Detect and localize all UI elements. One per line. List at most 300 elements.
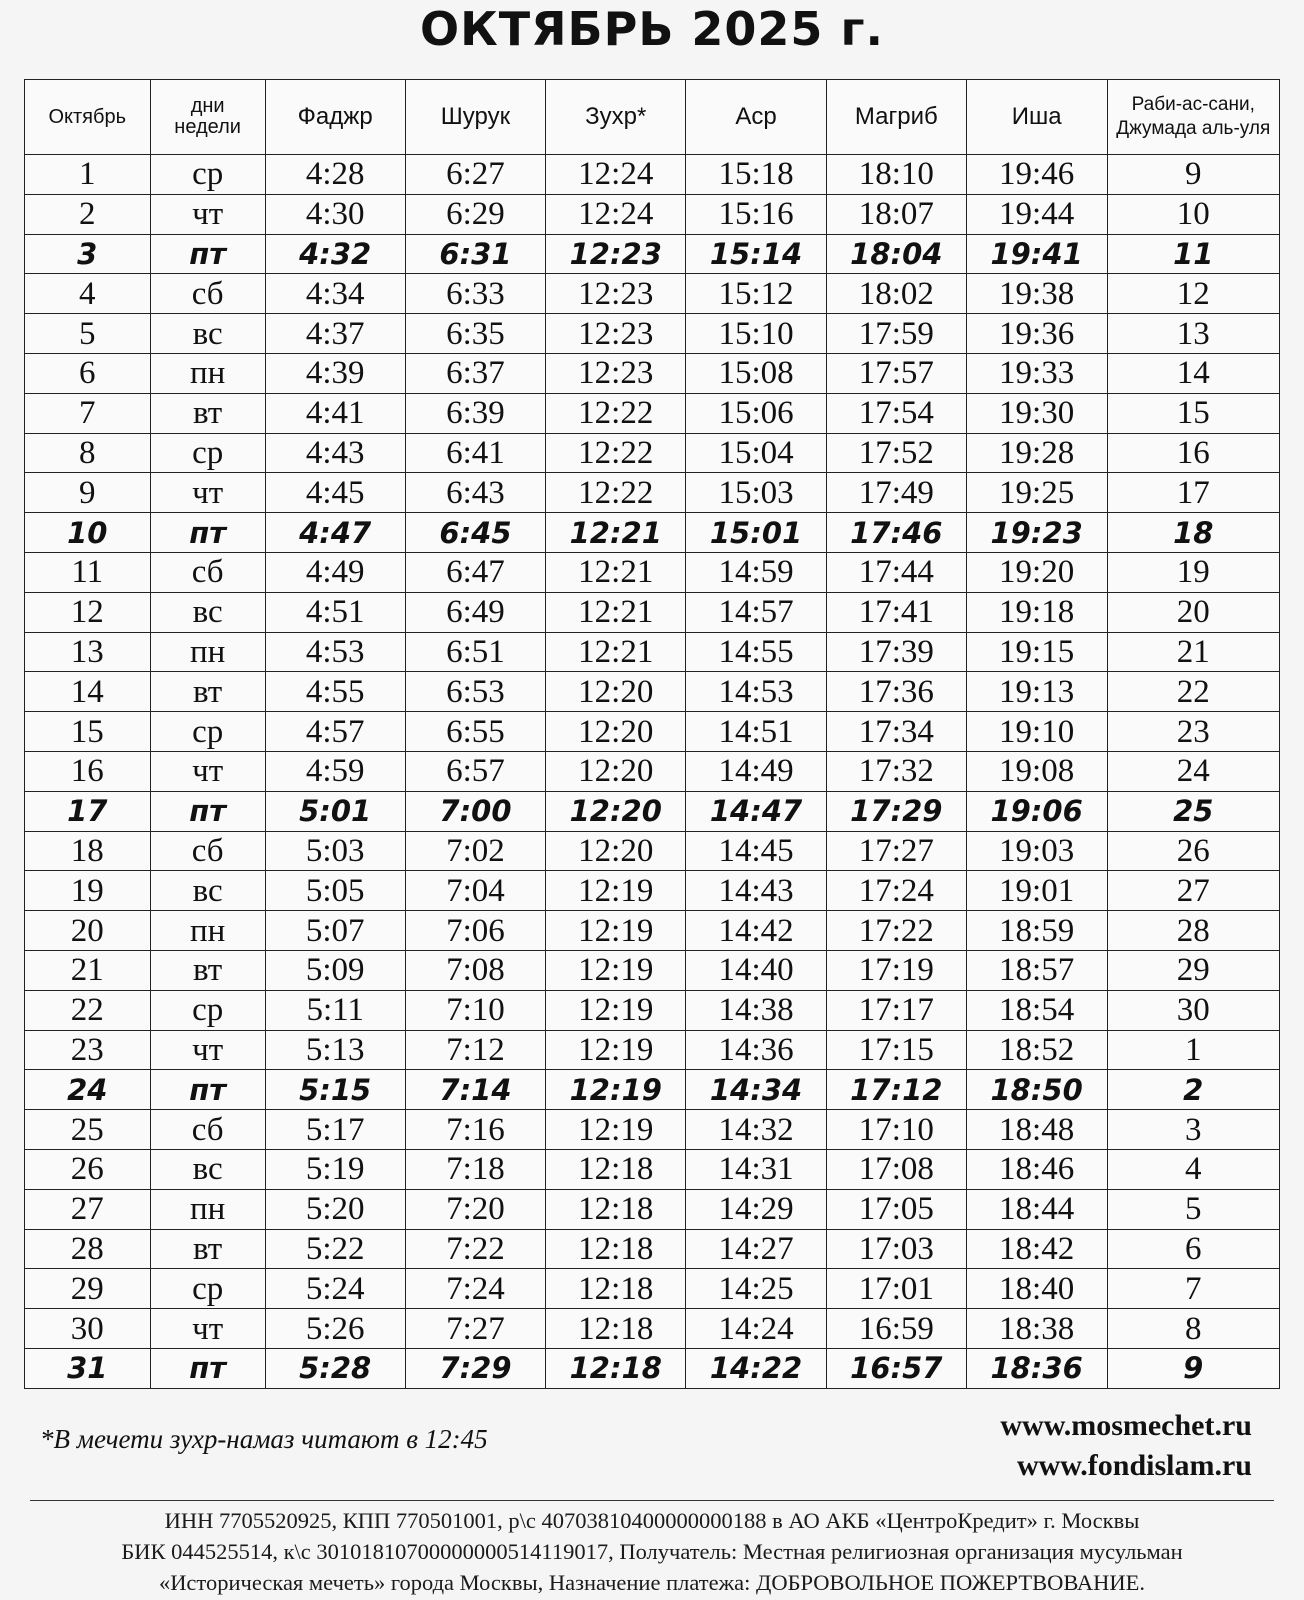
cell-day: 24	[25, 1070, 151, 1110]
table-row	[25, 592, 1280, 632]
cell-shuruk: 7:02	[405, 831, 546, 871]
cell-maghrib: 17:12	[826, 1070, 966, 1110]
cell-hijri: 2	[1107, 1070, 1279, 1110]
cell-hijri: 4	[1107, 1149, 1279, 1189]
cell-day: 7	[25, 393, 151, 433]
cell-isha: 18:50	[966, 1070, 1107, 1110]
cell-fajr: 4:55	[265, 672, 405, 712]
cell-day: 20	[25, 911, 151, 951]
cell-zuhr: 12:20	[546, 672, 686, 712]
cell-isha: 19:13	[966, 672, 1107, 712]
cell-isha: 19:25	[966, 473, 1107, 513]
cell-zuhr: 12:21	[546, 552, 686, 592]
cell-hijri: 11	[1107, 234, 1279, 274]
header-weekday	[150, 80, 265, 155]
cell-wd: вт	[150, 672, 265, 712]
websites	[1000, 1406, 1252, 1486]
cell-hijri: 13	[1107, 314, 1279, 354]
cell-asr: 14:38	[686, 990, 827, 1030]
cell-zuhr: 12:21	[546, 513, 686, 553]
cell-fajr: 4:28	[265, 155, 405, 195]
cell-fajr: 5:19	[265, 1149, 405, 1189]
cell-maghrib: 16:57	[826, 1348, 966, 1388]
table-header-row	[25, 80, 1280, 155]
cell-isha: 19:36	[966, 314, 1107, 354]
cell-hijri: 18	[1107, 513, 1279, 553]
zuhr-footnote: *В мечети зухр-намаз читают в 12:45	[40, 1424, 488, 1454]
cell-fajr: 4:43	[265, 433, 405, 473]
header-asr: Аср	[686, 80, 827, 155]
cell-isha: 19:46	[966, 155, 1107, 195]
table-row	[25, 831, 1280, 871]
cell-hijri: 16	[1107, 433, 1279, 473]
cell-shuruk: 6:29	[405, 194, 546, 234]
cell-zuhr: 12:24	[546, 194, 686, 234]
cell-maghrib: 18:02	[826, 274, 966, 314]
cell-wd: пт	[150, 1070, 265, 1110]
page-title: ОКТЯБРЬ 2025 г.	[420, 2, 884, 56]
table-row	[25, 1030, 1280, 1070]
cell-isha: 19:33	[966, 353, 1107, 393]
header-weekday-line1: дни	[190, 95, 225, 117]
cell-maghrib: 17:05	[826, 1189, 966, 1229]
cell-wd: сб	[150, 552, 265, 592]
cell-fajr: 4:57	[265, 712, 405, 752]
table-row	[25, 194, 1280, 234]
bank-line: БИК 044525514, к\с 30101810700000000514119017, Получатель: Местная религиозная организация мусульман	[121, 1539, 1183, 1564]
cell-wd: пт	[150, 234, 265, 274]
cell-zuhr: 12:24	[546, 155, 686, 195]
cell-hijri: 24	[1107, 751, 1279, 791]
cell-asr: 15:04	[686, 433, 827, 473]
table-row	[25, 234, 1280, 274]
table-row	[25, 314, 1280, 354]
cell-wd: ср	[150, 1269, 265, 1309]
cell-asr: 14:40	[686, 950, 827, 990]
cell-asr: 14:45	[686, 831, 827, 871]
cell-day: 10	[25, 513, 151, 553]
cell-day: 8	[25, 433, 151, 473]
header-hijri-line2: Джумада аль-уля	[1116, 118, 1271, 139]
cell-shuruk: 7:14	[405, 1070, 546, 1110]
cell-hijri: 15	[1107, 393, 1279, 433]
bank-line: ИНН 7705520925, КПП 770501001, р\с 40703810400000000188 в АО АКБ «ЦентроКредит» г. Москвы	[164, 1508, 1140, 1533]
cell-day: 18	[25, 831, 151, 871]
cell-asr: 15:16	[686, 194, 827, 234]
cell-isha: 19:15	[966, 632, 1107, 672]
cell-shuruk: 6:39	[405, 393, 546, 433]
cell-wd: сб	[150, 1110, 265, 1150]
cell-day: 23	[25, 1030, 151, 1070]
cell-zuhr: 12:18	[546, 1189, 686, 1229]
table-row	[25, 552, 1280, 592]
table-row	[25, 1229, 1280, 1269]
cell-asr: 14:32	[686, 1110, 827, 1150]
table-row	[25, 473, 1280, 513]
cell-day: 1	[25, 155, 151, 195]
header-weekday-line2: недели	[174, 116, 241, 138]
cell-wd: пт	[150, 791, 265, 831]
cell-maghrib: 17:34	[826, 712, 966, 752]
cell-zuhr: 12:19	[546, 990, 686, 1030]
cell-shuruk: 7:04	[405, 871, 546, 911]
table-row	[25, 911, 1280, 951]
cell-shuruk: 7:10	[405, 990, 546, 1030]
cell-hijri: 23	[1107, 712, 1279, 752]
cell-hijri: 9	[1107, 1348, 1279, 1388]
cell-day: 19	[25, 871, 151, 911]
cell-shuruk: 6:47	[405, 552, 546, 592]
cell-hijri: 29	[1107, 950, 1279, 990]
cell-zuhr: 12:18	[546, 1229, 686, 1269]
cell-fajr: 4:39	[265, 353, 405, 393]
cell-maghrib: 17:15	[826, 1030, 966, 1070]
cell-day: 21	[25, 950, 151, 990]
cell-zuhr: 12:19	[546, 911, 686, 951]
cell-shuruk: 6:57	[405, 751, 546, 791]
cell-zuhr: 12:21	[546, 592, 686, 632]
cell-zuhr: 12:19	[546, 1070, 686, 1110]
cell-day: 12	[25, 592, 151, 632]
cell-asr: 14:57	[686, 592, 827, 632]
cell-zuhr: 12:19	[546, 1110, 686, 1150]
cell-asr: 14:53	[686, 672, 827, 712]
cell-shuruk: 7:22	[405, 1229, 546, 1269]
cell-shuruk: 6:45	[405, 513, 546, 553]
cell-hijri: 1	[1107, 1030, 1279, 1070]
cell-hijri: 27	[1107, 871, 1279, 911]
cell-zuhr: 12:18	[546, 1269, 686, 1309]
cell-day: 22	[25, 990, 151, 1030]
cell-wd: пн	[150, 1189, 265, 1229]
header-hijri	[1107, 80, 1279, 155]
cell-zuhr: 12:20	[546, 831, 686, 871]
cell-zuhr: 12:22	[546, 473, 686, 513]
cell-hijri: 9	[1107, 155, 1279, 195]
cell-wd: ср	[150, 155, 265, 195]
cell-isha: 19:23	[966, 513, 1107, 553]
cell-asr: 14:22	[686, 1348, 827, 1388]
cell-hijri: 5	[1107, 1189, 1279, 1229]
table-row	[25, 513, 1280, 553]
cell-fajr: 5:09	[265, 950, 405, 990]
cell-wd: пт	[150, 1348, 265, 1388]
cell-asr: 15:18	[686, 155, 827, 195]
cell-day: 14	[25, 672, 151, 712]
cell-shuruk: 6:31	[405, 234, 546, 274]
cell-shuruk: 7:12	[405, 1030, 546, 1070]
cell-isha: 18:59	[966, 911, 1107, 951]
table-row	[25, 751, 1280, 791]
cell-zuhr: 12:19	[546, 950, 686, 990]
cell-day: 3	[25, 234, 151, 274]
table-row	[25, 791, 1280, 831]
cell-asr: 15:12	[686, 274, 827, 314]
cell-zuhr: 12:23	[546, 274, 686, 314]
header-month: Октябрь	[25, 80, 151, 155]
cell-hijri: 3	[1107, 1110, 1279, 1150]
cell-maghrib: 17:57	[826, 353, 966, 393]
cell-maghrib: 16:59	[826, 1309, 966, 1349]
cell-wd: сб	[150, 831, 265, 871]
cell-asr: 14:29	[686, 1189, 827, 1229]
cell-zuhr: 12:18	[546, 1149, 686, 1189]
cell-hijri: 8	[1107, 1309, 1279, 1349]
cell-fajr: 4:30	[265, 194, 405, 234]
cell-wd: пн	[150, 353, 265, 393]
cell-asr: 15:06	[686, 393, 827, 433]
cell-zuhr: 12:22	[546, 393, 686, 433]
divider	[30, 1500, 1274, 1501]
cell-hijri: 22	[1107, 672, 1279, 712]
cell-maghrib: 17:39	[826, 632, 966, 672]
cell-day: 11	[25, 552, 151, 592]
cell-zuhr: 12:19	[546, 871, 686, 911]
table-row	[25, 353, 1280, 393]
cell-zuhr: 12:22	[546, 433, 686, 473]
cell-maghrib: 17:10	[826, 1110, 966, 1150]
cell-wd: вс	[150, 592, 265, 632]
cell-fajr: 5:20	[265, 1189, 405, 1229]
cell-shuruk: 6:41	[405, 433, 546, 473]
cell-zuhr: 12:23	[546, 353, 686, 393]
cell-shuruk: 7:00	[405, 791, 546, 831]
table-row	[25, 393, 1280, 433]
table-row	[25, 990, 1280, 1030]
cell-zuhr: 12:20	[546, 751, 686, 791]
bank-line: «Историческая мечеть» города Москвы, Назначение платежа: ДОБРОВОЛЬНОЕ ПОЖЕРТВОВАНИЕ.	[158, 1570, 1146, 1595]
cell-asr: 14:25	[686, 1269, 827, 1309]
cell-zuhr: 12:21	[546, 632, 686, 672]
cell-shuruk: 6:43	[405, 473, 546, 513]
cell-fajr: 5:07	[265, 911, 405, 951]
cell-wd: вт	[150, 393, 265, 433]
cell-hijri: 6	[1107, 1229, 1279, 1269]
table-row	[25, 672, 1280, 712]
cell-maghrib: 17:49	[826, 473, 966, 513]
cell-shuruk: 7:24	[405, 1269, 546, 1309]
cell-asr: 14:49	[686, 751, 827, 791]
cell-isha: 19:20	[966, 552, 1107, 592]
cell-zuhr: 12:19	[546, 1030, 686, 1070]
cell-fajr: 4:37	[265, 314, 405, 354]
cell-maghrib: 17:59	[826, 314, 966, 354]
cell-hijri: 20	[1107, 592, 1279, 632]
cell-maghrib: 17:44	[826, 552, 966, 592]
cell-hijri: 10	[1107, 194, 1279, 234]
cell-fajr: 5:17	[265, 1110, 405, 1150]
cell-wd: вс	[150, 1149, 265, 1189]
cell-wd: чт	[150, 473, 265, 513]
cell-maghrib: 17:03	[826, 1229, 966, 1269]
cell-isha: 19:28	[966, 433, 1107, 473]
cell-shuruk: 6:37	[405, 353, 546, 393]
cell-isha: 19:41	[966, 234, 1107, 274]
website-link[interactable]: www.mosmechet.ru	[1000, 1409, 1252, 1442]
cell-maghrib: 17:32	[826, 751, 966, 791]
table-row	[25, 1309, 1280, 1349]
cell-isha: 18:46	[966, 1149, 1107, 1189]
cell-isha: 19:18	[966, 592, 1107, 632]
cell-day: 2	[25, 194, 151, 234]
table-row	[25, 712, 1280, 752]
cell-fajr: 5:26	[265, 1309, 405, 1349]
cell-maghrib: 17:52	[826, 433, 966, 473]
table-row	[25, 155, 1280, 195]
cell-fajr: 4:59	[265, 751, 405, 791]
cell-shuruk: 7:29	[405, 1348, 546, 1388]
cell-hijri: 17	[1107, 473, 1279, 513]
cell-shuruk: 7:16	[405, 1110, 546, 1150]
cell-fajr: 4:47	[265, 513, 405, 553]
cell-maghrib: 17:01	[826, 1269, 966, 1309]
cell-maghrib: 17:19	[826, 950, 966, 990]
cell-isha: 18:44	[966, 1189, 1107, 1229]
cell-hijri: 26	[1107, 831, 1279, 871]
cell-wd: пн	[150, 632, 265, 672]
cell-wd: вс	[150, 871, 265, 911]
cell-shuruk: 6:27	[405, 155, 546, 195]
cell-fajr: 5:15	[265, 1070, 405, 1110]
cell-wd: вс	[150, 314, 265, 354]
cell-isha: 18:38	[966, 1309, 1107, 1349]
cell-shuruk: 6:55	[405, 712, 546, 752]
cell-asr: 14:27	[686, 1229, 827, 1269]
cell-wd: вт	[150, 1229, 265, 1269]
cell-asr: 14:55	[686, 632, 827, 672]
cell-fajr: 5:03	[265, 831, 405, 871]
cell-day: 13	[25, 632, 151, 672]
cell-shuruk: 7:27	[405, 1309, 546, 1349]
cell-shuruk: 6:49	[405, 592, 546, 632]
table-row	[25, 632, 1280, 672]
cell-maghrib: 17:54	[826, 393, 966, 433]
table-row	[25, 1189, 1280, 1229]
cell-maghrib: 18:07	[826, 194, 966, 234]
cell-maghrib: 17:24	[826, 871, 966, 911]
cell-maghrib: 18:10	[826, 155, 966, 195]
cell-day: 15	[25, 712, 151, 752]
cell-asr: 14:47	[686, 791, 827, 831]
table-row	[25, 1070, 1280, 1110]
cell-shuruk: 7:06	[405, 911, 546, 951]
cell-day: 25	[25, 1110, 151, 1150]
bank-details	[0, 1505, 1304, 1598]
cell-fajr: 5:28	[265, 1348, 405, 1388]
cell-fajr: 4:32	[265, 234, 405, 274]
cell-wd: ср	[150, 433, 265, 473]
cell-fajr: 5:24	[265, 1269, 405, 1309]
cell-day: 29	[25, 1269, 151, 1309]
cell-maghrib: 17:08	[826, 1149, 966, 1189]
cell-wd: чт	[150, 1309, 265, 1349]
cell-day: 30	[25, 1309, 151, 1349]
cell-fajr: 5:05	[265, 871, 405, 911]
cell-wd: вт	[150, 950, 265, 990]
cell-zuhr: 12:23	[546, 314, 686, 354]
cell-day: 31	[25, 1348, 151, 1388]
cell-fajr: 5:13	[265, 1030, 405, 1070]
cell-maghrib: 17:22	[826, 911, 966, 951]
header-shuruk: Шурук	[405, 80, 546, 155]
cell-asr: 15:01	[686, 513, 827, 553]
cell-fajr: 5:01	[265, 791, 405, 831]
cell-wd: сб	[150, 274, 265, 314]
cell-maghrib: 17:17	[826, 990, 966, 1030]
cell-asr: 15:10	[686, 314, 827, 354]
cell-asr: 14:31	[686, 1149, 827, 1189]
cell-hijri: 19	[1107, 552, 1279, 592]
cell-asr: 15:14	[686, 234, 827, 274]
cell-maghrib: 17:41	[826, 592, 966, 632]
cell-fajr: 4:45	[265, 473, 405, 513]
cell-zuhr: 12:23	[546, 234, 686, 274]
cell-maghrib: 17:36	[826, 672, 966, 712]
cell-wd: пт	[150, 513, 265, 553]
cell-zuhr: 12:20	[546, 791, 686, 831]
table-row	[25, 1149, 1280, 1189]
cell-zuhr: 12:18	[546, 1309, 686, 1349]
cell-zuhr: 12:18	[546, 1348, 686, 1388]
cell-isha: 18:54	[966, 990, 1107, 1030]
cell-hijri: 30	[1107, 990, 1279, 1030]
cell-fajr: 4:34	[265, 274, 405, 314]
table-row	[25, 1348, 1280, 1388]
cell-asr: 14:24	[686, 1309, 827, 1349]
cell-hijri: 7	[1107, 1269, 1279, 1309]
cell-day: 16	[25, 751, 151, 791]
cell-asr: 14:43	[686, 871, 827, 911]
cell-maghrib: 18:04	[826, 234, 966, 274]
cell-fajr: 5:22	[265, 1229, 405, 1269]
cell-fajr: 4:53	[265, 632, 405, 672]
cell-shuruk: 6:53	[405, 672, 546, 712]
header-maghrib: Магриб	[826, 80, 966, 155]
header-hijri-line1: Раби-ас-сани,	[1131, 94, 1255, 116]
cell-asr: 14:42	[686, 911, 827, 951]
cell-asr: 15:08	[686, 353, 827, 393]
cell-wd: ср	[150, 712, 265, 752]
cell-hijri: 14	[1107, 353, 1279, 393]
cell-isha: 18:48	[966, 1110, 1107, 1150]
cell-asr: 15:03	[686, 473, 827, 513]
cell-shuruk: 6:33	[405, 274, 546, 314]
cell-day: 28	[25, 1229, 151, 1269]
cell-wd: пн	[150, 911, 265, 951]
cell-maghrib: 17:46	[826, 513, 966, 553]
cell-isha: 18:57	[966, 950, 1107, 990]
table-row	[25, 274, 1280, 314]
cell-isha: 19:44	[966, 194, 1107, 234]
cell-isha: 19:08	[966, 751, 1107, 791]
website-link[interactable]: www.fondislam.ru	[1016, 1449, 1252, 1482]
header-fajr: Фаджр	[265, 80, 405, 155]
cell-wd: ср	[150, 990, 265, 1030]
cell-fajr: 4:41	[265, 393, 405, 433]
table-row	[25, 1269, 1280, 1309]
prayer-schedule-table	[24, 79, 1280, 1389]
cell-shuruk: 7:20	[405, 1189, 546, 1229]
cell-isha: 18:36	[966, 1348, 1107, 1388]
cell-day: 5	[25, 314, 151, 354]
table-row	[25, 950, 1280, 990]
cell-wd: чт	[150, 1030, 265, 1070]
header-zuhr: Зухр*	[546, 80, 686, 155]
cell-isha: 19:38	[966, 274, 1107, 314]
cell-zuhr: 12:20	[546, 712, 686, 752]
table-row	[25, 871, 1280, 911]
cell-hijri: 28	[1107, 911, 1279, 951]
